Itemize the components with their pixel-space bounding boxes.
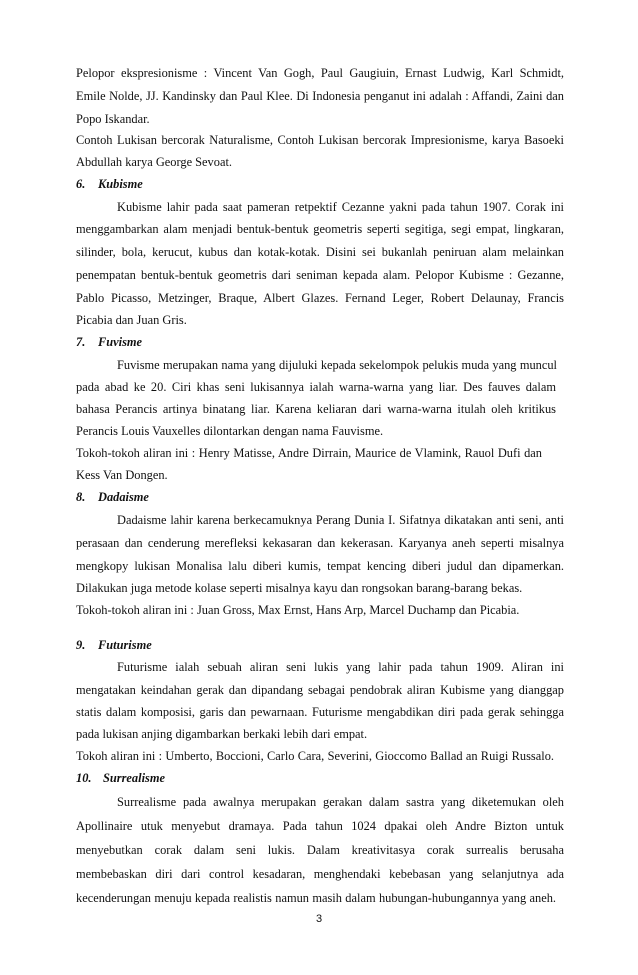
section-title: Futurisme <box>98 638 152 652</box>
section-number: 8. <box>76 490 86 504</box>
section-heading-kubisme <box>76 175 143 193</box>
paragraph-line: Pablo Picasso, Metzinger, Braque, Albert Glazes. Fernand Leger, Robert Delaunay, Francis <box>76 291 564 305</box>
intro-line: Popo Iskandar. <box>76 112 150 126</box>
paragraph-line: Tokoh-tokoh aliran ini : Juan Gross, Max Ernst, Hans Arp, Marcel Duchamp dan Picabia. <box>76 603 520 617</box>
section-number: 9. <box>76 638 86 652</box>
paragraph-line: Tokoh aliran ini : Umberto, Boccioni, Carlo Cara, Severini, Gioccomo Ballad an Ruigi Russalo. <box>76 749 554 763</box>
paragraph-line: Surrealisme pada awalnya merupakan gerakan dalam sastra yang diketemukan oleh <box>117 795 564 809</box>
paragraph-line: kecenderungan menuju kepada realistis namun masih dalam hubungan-hubungannya yang aneh. <box>76 891 556 905</box>
intro-line: Emile Nolde, JJ. Kandinsky dan Paul Klee. Di Indonesia penganut ini adalah : Affandi, Zaini dan <box>76 89 564 103</box>
page-number: 3 <box>315 913 323 925</box>
paragraph-line: Perancis Louis Vauxelles dilontarkan dengan nama Fauvisme. <box>76 424 384 438</box>
paragraph-line: pada abad ke 20. Ciri khas seni lukisannya ialah warna-warna yang liar. Des fauves dalam <box>76 380 556 394</box>
paragraph-line: silinder, bola, kerucut, kubus dan kotak-kotak. Disini sei bukanlah peniruan alam melainkan <box>76 245 564 259</box>
intro-line: Contoh Lukisan bercorak Naturalisme, Contoh Lukisan bercorak Impresionisme, karya Basoeki <box>76 133 564 147</box>
paragraph-line: statis dalam komposisi, garis dan pewarnaan. Futurisme mengabdikan diri pada gerak sehingga <box>76 705 564 719</box>
paragraph-line: menyebutkan corak dalam seni lukis. Dalam kreativitasya corak surrealis berusaha <box>76 843 564 857</box>
paragraph-line: Fuvisme merupakan nama yang dijuluki kepada sekelompok pelukis muda yang muncul <box>117 358 557 372</box>
paragraph-line: membebaskan diri dari control kesadaran, menghendaki kebebasan yang selanjutnya ada <box>76 867 564 881</box>
paragraph-line: Dilakukan juga metode kolase seperti misalnya kayu dan rongsokan barang-barang bekas. <box>76 581 523 595</box>
section-title: Fuvisme <box>98 335 143 349</box>
paragraph-line: Futurisme ialah sebuah aliran seni lukis yang lahir pada tahun 1909. Aliran ini <box>117 660 564 674</box>
section-number: 7. <box>76 335 86 349</box>
section-title: Dadaisme <box>98 490 149 504</box>
paragraph-line: pada lukisan anjing digambarkan berkaki lebih dari empat. <box>76 727 368 741</box>
paragraph-line: Apollinaire utuk menyebut dramaya. Pada tahun 1024 dpakai oleh Andre Bizton untuk <box>76 819 564 833</box>
paragraph-line: perasaan dan cenderung merefleksi kekasaran dan kekerasan. Karyanya aneh seperti misalnya <box>76 536 564 550</box>
section-title: Kubisme <box>98 177 143 191</box>
paragraph-line: Kubisme lahir pada saat pameran retpektif Cezanne yakni pada tahun 1907. Corak ini <box>117 200 564 214</box>
paragraph-line: penempatan bentuk-bentuk geometris dari seniman kepada alam. Pelopor Kubisme : Gezanne, <box>76 268 564 282</box>
paragraph-line: Tokoh-tokoh aliran ini : Henry Matisse, Andre Dirrain, Maurice de Vlamink, Rauol Dufi dan <box>76 446 542 460</box>
section-heading-futurisme <box>76 636 152 654</box>
section-heading-fuvisme <box>76 333 142 351</box>
section-heading-dadaisme <box>76 488 149 506</box>
paragraph-line: menggambarkan alam menjadi bentuk-bentuk geometris seperti segitiga, segi empat, lingkaran, <box>76 222 564 236</box>
section-number: 10. <box>76 771 92 785</box>
intro-line: Abdullah karya George Sevoat. <box>76 155 232 169</box>
section-heading-surrealisme <box>76 769 165 787</box>
section-number: 6. <box>76 177 86 191</box>
intro-line: Pelopor ekspresionisme : Vincent Van Gogh, Paul Gaugiuin, Ernast Ludwig, Karl Schmidt, <box>76 66 564 80</box>
paragraph-line: Dadaisme lahir karena berkecamuknya Perang Dunia I. Sifatnya dikatakan anti seni, anti <box>117 513 564 527</box>
paragraph-line: mengatakan keindahan gerak dan dipandang sebagai pendobrak aliran Kubisme yang dianggap <box>76 683 564 697</box>
paragraph-line: Picabia dan Juan Gris. <box>76 313 187 327</box>
paragraph-line: bahasa Perancis artinya binatang liar. Karena keliaran dari warna-warna itulah oleh kritikus <box>76 402 556 416</box>
paragraph-line: mengkopy lukisan Monalisa lalu diberi kumis, tempat kencing diberi judul dan dipamerkan. <box>76 559 564 573</box>
paragraph-line: Kess Van Dongen. <box>76 468 168 482</box>
section-title: Surrealisme <box>103 771 165 785</box>
